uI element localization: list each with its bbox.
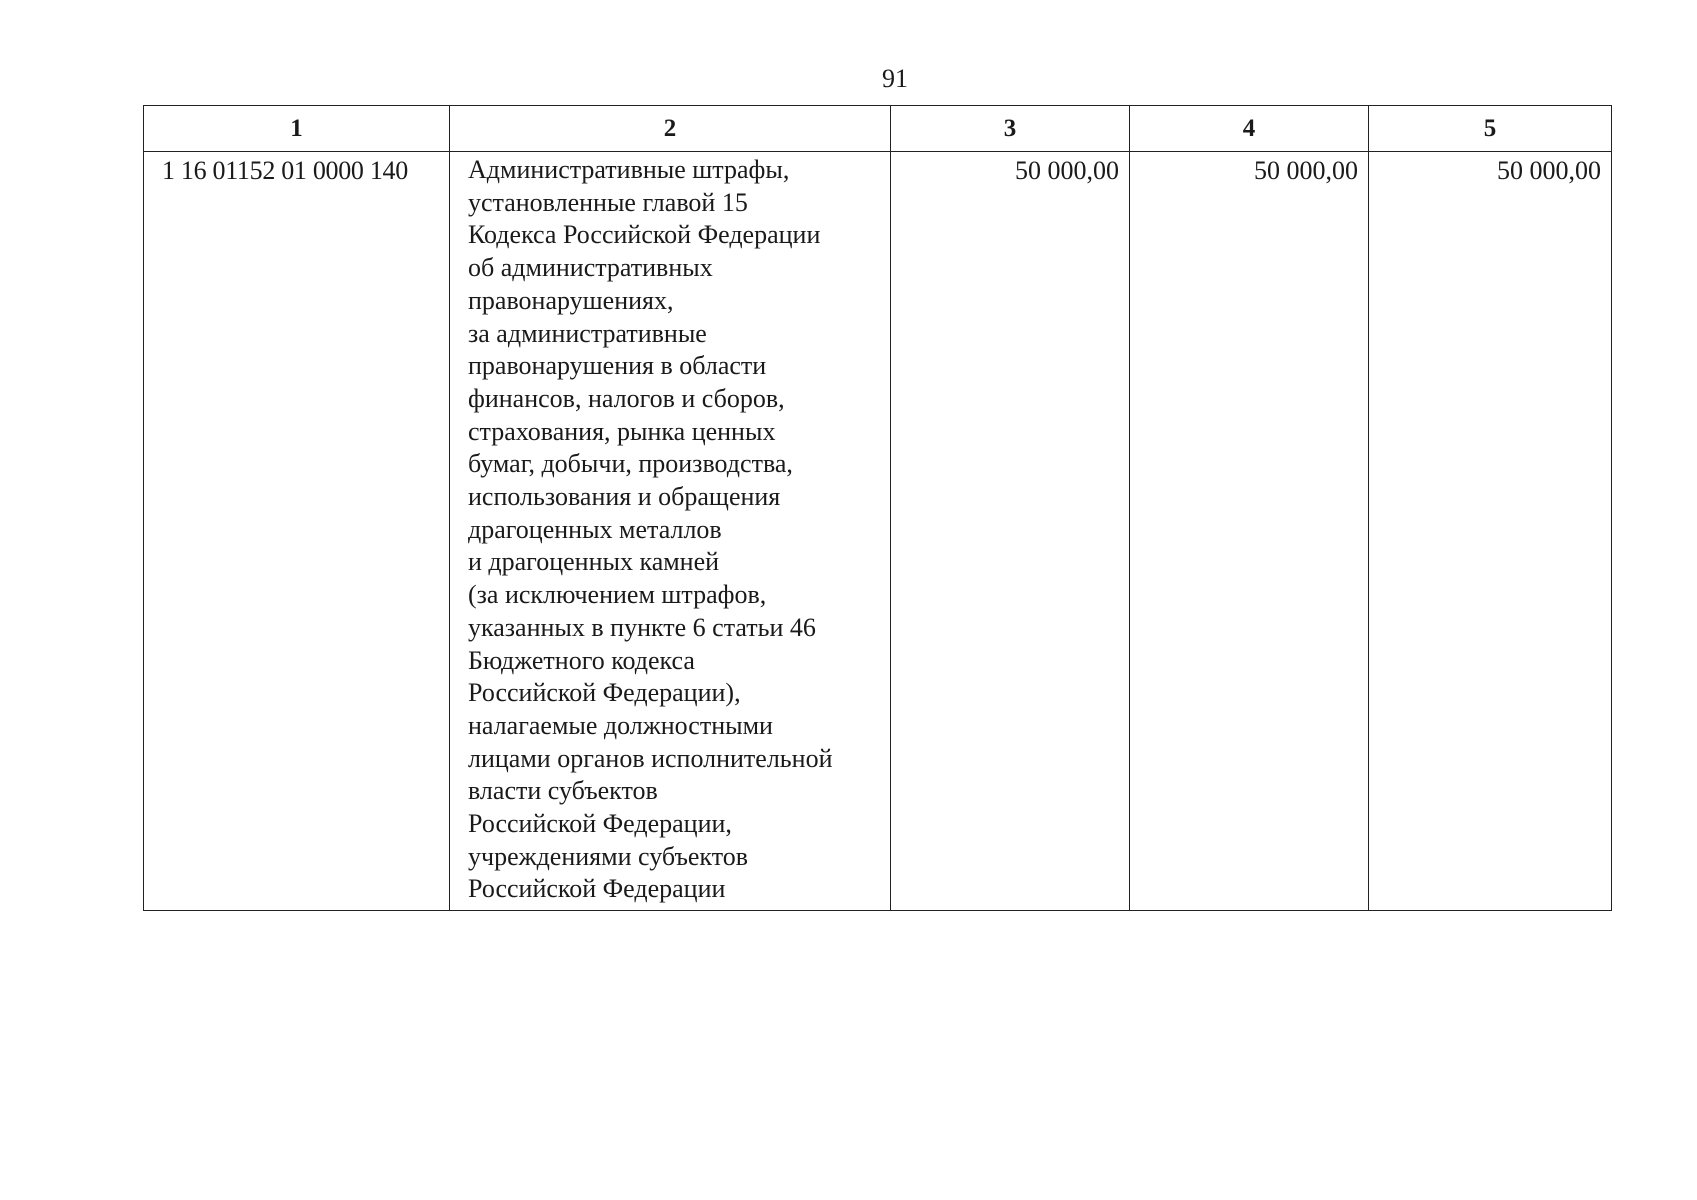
- description-line: указанных в пункте 6 статьи 46: [468, 612, 816, 642]
- header-col-2: 2: [450, 106, 891, 152]
- value-col-4: 50 000,00: [1130, 152, 1369, 911]
- description-line: правонарушениях,: [468, 285, 674, 315]
- table-row: [144, 152, 1612, 911]
- description-line: Российской Федерации,: [468, 809, 732, 839]
- description-line: за административные: [468, 318, 707, 348]
- description-line: Российской Федерации),: [468, 678, 741, 708]
- value-col-5: 50 000,00: [1369, 152, 1612, 911]
- header-col-5: 5: [1369, 106, 1612, 152]
- description-line: учреждениями субъектов: [468, 841, 749, 871]
- description-line: (за исключением штрафов,: [468, 580, 767, 610]
- description-line: лицами органов исполнительной: [468, 743, 833, 773]
- header-col-4: 4: [1130, 106, 1369, 152]
- budget-table: [143, 105, 1612, 911]
- description-line: об административных: [468, 253, 713, 283]
- description-line: Российской Федерации: [468, 874, 726, 904]
- description-line: и драгоценных камней: [468, 547, 720, 577]
- description-line: финансов, налогов и сборов,: [468, 383, 785, 413]
- description-line: страхования, рынка ценных: [468, 416, 776, 446]
- description-line: бумаг, добычи, производства,: [468, 449, 793, 479]
- description-line: налагаемые должностными: [468, 710, 773, 740]
- page-number: 91: [882, 64, 908, 93]
- description-line: драгоценных металлов: [468, 514, 722, 544]
- description-line: власти субъектов: [468, 776, 658, 806]
- description-line: правонарушения в области: [468, 351, 767, 381]
- budget-code-cell: 1 16 01152 01 0000 140: [144, 152, 450, 911]
- header-col-3: 3: [891, 106, 1130, 152]
- header-col-1: 1: [144, 106, 450, 152]
- value-col-3: 50 000,00: [891, 152, 1130, 911]
- description-line: Кодекса Российской Федерации: [468, 220, 821, 250]
- table-header-row: [144, 106, 1612, 152]
- description-line: использования и обращения: [468, 482, 781, 512]
- description-line: установленные главой 15: [468, 187, 748, 217]
- description-line: Бюджетного кодекса: [468, 645, 695, 675]
- description-line: Административные штрафы,: [468, 155, 790, 184]
- description-cell: [450, 152, 891, 911]
